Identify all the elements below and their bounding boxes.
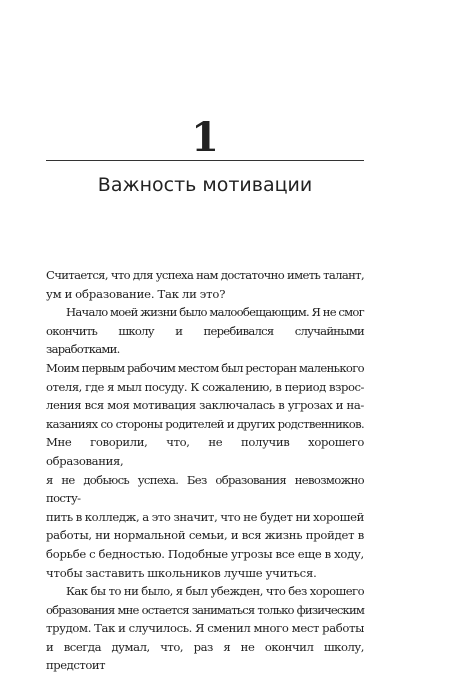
text-line: я не добьюсь успеха. Без образования невозможно посту- xyxy=(46,472,364,506)
text-line: окончить школу и перебивался случайными заработками. xyxy=(46,323,364,357)
text-line: и всегда думал, что, раз я не окончил школу, предстоит xyxy=(46,639,364,673)
text-line: трудом. Так и случилось. Я сменил много мест работы xyxy=(46,621,364,636)
paragraph xyxy=(46,303,364,582)
text-line: Моим первым рабочим местом был ресторан маленького xyxy=(46,360,364,375)
text-line: Считается, что для успеха нам достаточно иметь талант, xyxy=(46,268,364,282)
text-line: ления вся моя мотивация заключалась в угрозах и на- xyxy=(46,398,364,413)
text-line: образования мне остается заниматься только физическим xyxy=(46,602,364,617)
chapter-divider xyxy=(46,160,364,161)
body-text xyxy=(46,266,364,675)
text-line: ум и образование. Так ли это? xyxy=(46,286,226,301)
text-line: работы, ни нормальной семьи, и вся жизнь пройдет в xyxy=(46,528,364,543)
chapter-title: Важность мотивации xyxy=(97,174,313,196)
text-line: пить в колледж, а это значит, что не будет ни хорошей xyxy=(46,509,364,524)
text-line: отеля, где я мыл посуду. К сожалению, в период взрос- xyxy=(46,379,364,394)
text-line: Как бы то ни было, я был убежден, что без хорошего xyxy=(66,584,364,599)
chapter-number: 1 xyxy=(191,114,219,161)
text-line: казаниях со стороны родителей и других родственников. xyxy=(46,416,364,431)
text-line: чтобы заставить школьников лучше учиться. xyxy=(46,565,317,580)
text-line: Мне говорили, что, не получив хорошего образования, xyxy=(46,435,364,468)
paragraph xyxy=(46,582,364,675)
text-line: борьбе с бедностью. Подобные угрозы все еще в ходу, xyxy=(46,546,364,561)
text-line: Начало моей жизни было малообещающим. Я не смог xyxy=(66,305,364,320)
paragraph xyxy=(46,266,364,303)
